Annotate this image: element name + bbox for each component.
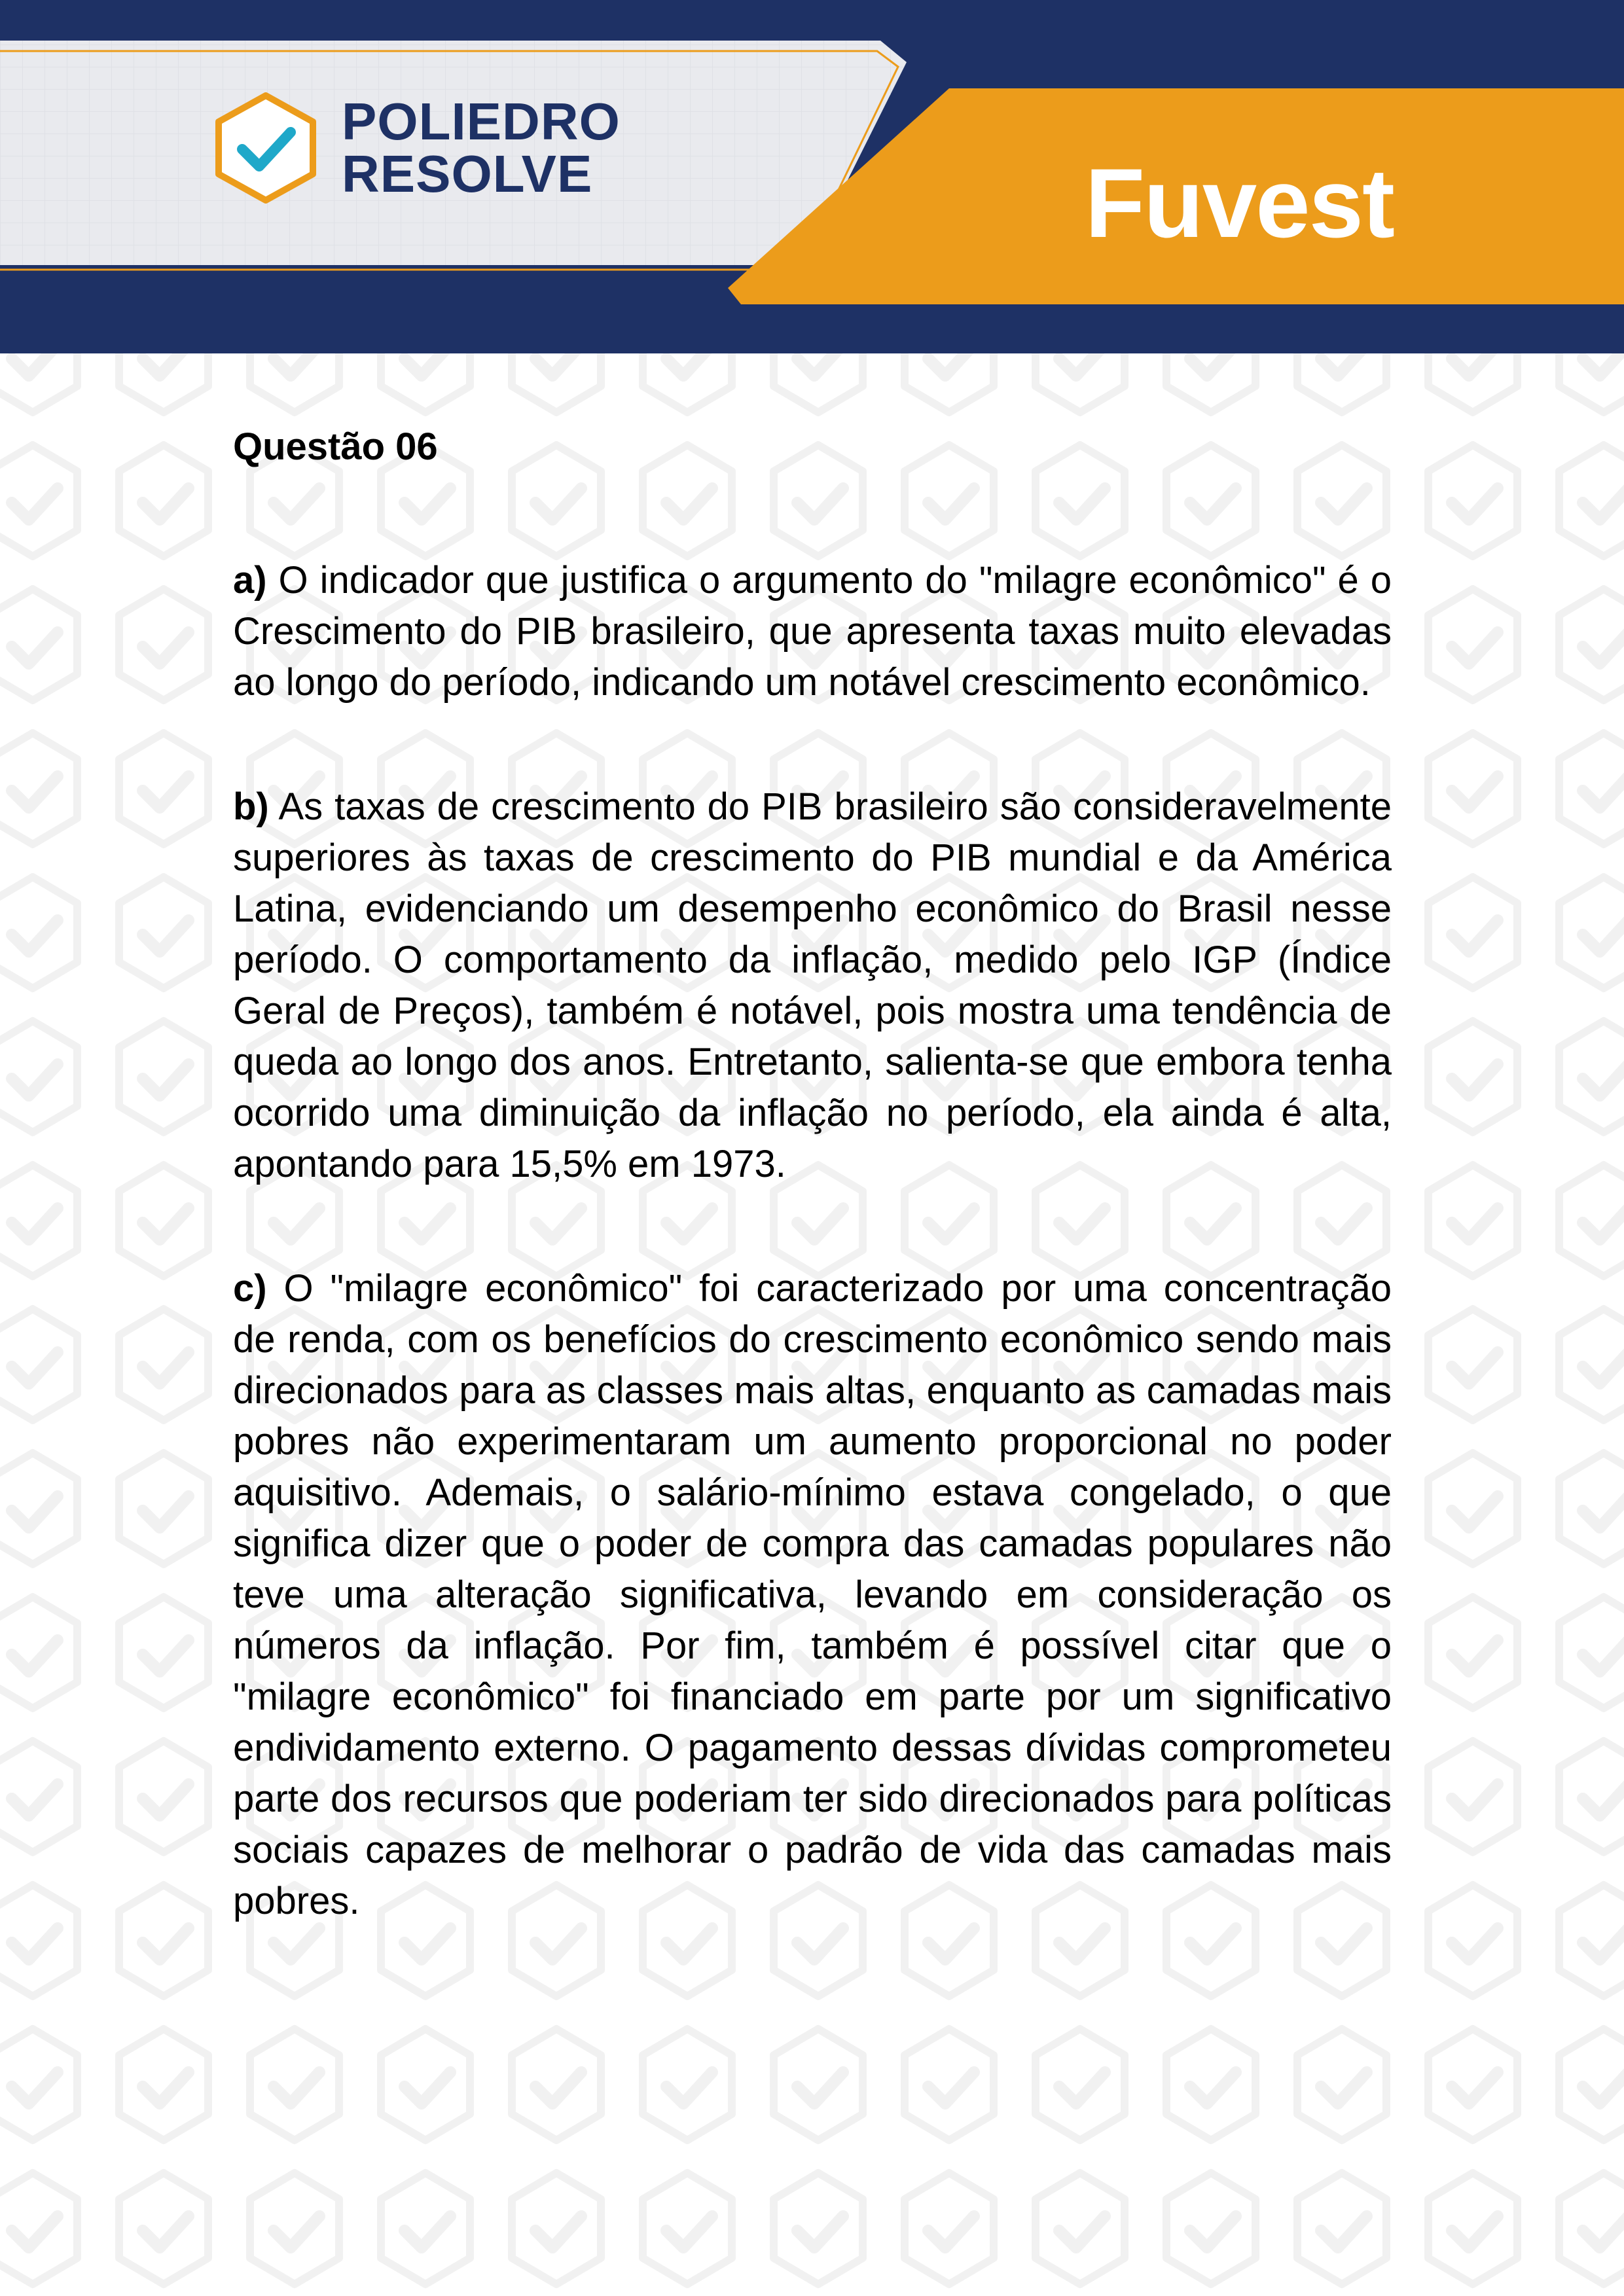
question-title: Questão 06 bbox=[233, 425, 438, 468]
check-badge-icon bbox=[209, 92, 322, 204]
question-content bbox=[233, 424, 1392, 2000]
brand-wordmark bbox=[342, 92, 621, 203]
brand-line-1: POLIEDRO bbox=[342, 92, 621, 151]
answer-c bbox=[233, 1263, 1392, 1927]
answer-a bbox=[233, 555, 1392, 708]
answer-label: c) bbox=[233, 1267, 267, 1310]
answer-text: O indicador que justifica o argumento do "milagre econômico" é o Crescimento do PIB brasileiro, que apresenta taxas muito elevadas ao longo do período, indicando um notável crescimento econômico. bbox=[233, 559, 1392, 704]
answer-label: a) bbox=[233, 559, 267, 601]
answer-text: O "milagre econômico" foi caracterizado por uma concentração de renda, com os benefícios do crescimento econômico sendo mais direcionados para as classes mais altas, enquanto as camadas mais pobres não experimentaram um aumento proporcional no poder aquisitivo. Ademais, o salário-mínimo estava congelado, o que significa dizer que o poder de compra das camadas populares não teve uma alteração significativa, levando em consideração os números da inflação. Por fim, também é possível citar que o "milagre econômico" foi financiado em parte por um significativo endividamento externo. O pagamento dessas dívidas comprometeu parte dos recursos que poderiam ter sido direcionados para políticas sociais capazes de melhorar o padrão de vida das camadas mais pobres. bbox=[233, 1267, 1392, 1922]
brand-logo bbox=[209, 92, 621, 204]
exam-title: Fuvest bbox=[1085, 148, 1394, 258]
answer-text: As taxas de crescimento do PIB brasileiro são consideravelmente superiores às taxas de crescimento do PIB mundial e da América Latina, evidenciando um desempenho econômico do Brasil nesse período. O comportamento da inflação, medido pelo IGP (Índice Geral de Preços), também é notável, pois mostra uma tendência de queda ao longo dos anos. Entretanto, salienta-se que embora tenha ocorrido uma diminuição da inflação no período, ela ainda é alta, apontando para 15,5% em 1973. bbox=[233, 785, 1392, 1185]
answer-b bbox=[233, 781, 1392, 1190]
brand-line-2: RESOLVE bbox=[342, 145, 593, 203]
answer-label: b) bbox=[233, 785, 269, 828]
